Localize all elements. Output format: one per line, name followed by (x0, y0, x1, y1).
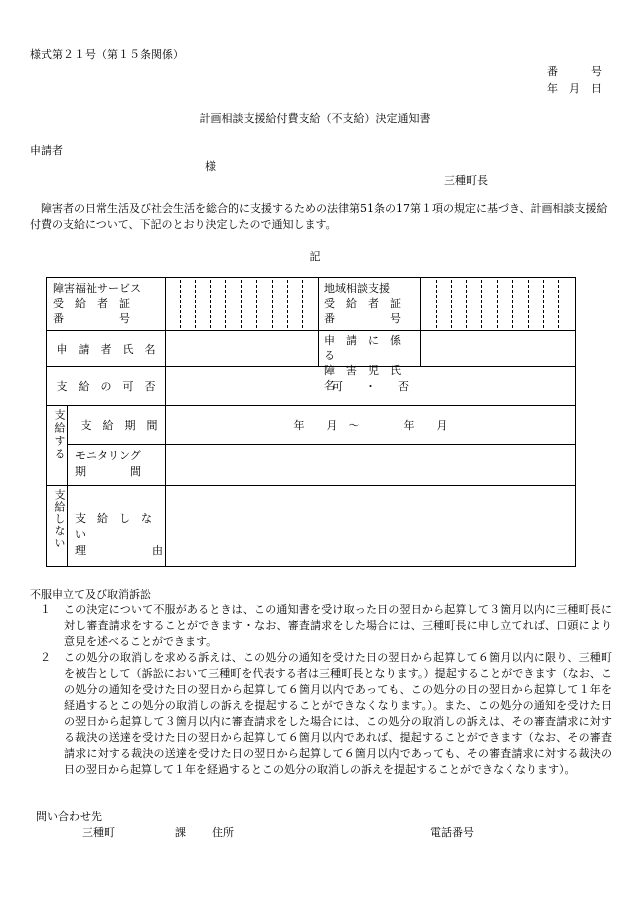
contact-town: 三種町 (82, 826, 115, 839)
document-number-label: 番 号 (547, 65, 602, 78)
nongrant-reason-label (75, 511, 163, 559)
regional-cert-line: 地域相談支援 (324, 282, 390, 295)
appeal-heading: 不服申立て及び取消訴訟 (30, 588, 151, 601)
appeal-item-2 (40, 650, 612, 778)
applicant-name-label: 申 請 者 氏 名 (56, 342, 156, 356)
ki-heading: 記 (309, 250, 321, 263)
form-number: 様式第２１号（第１５条関係） (30, 48, 184, 61)
monitoring-period-label (75, 448, 163, 480)
regional-cert-line: 番 号 (324, 312, 401, 325)
period-label: 支 給 期 間 (80, 419, 158, 432)
intro-paragraph: 障害者の日常生活及び社会生活を総合的に支援するための法律第51条の17第１項の規定に基づき、計画相談支援給付費の支給について、下記のとおり決定したので通知します。 (30, 202, 608, 231)
nongrant-reason-line: 理 由 (75, 544, 163, 557)
applicant-label: 申請者 (30, 144, 63, 157)
honorific: 様 (205, 160, 216, 173)
appeal-item-number: ２ (40, 651, 51, 664)
decision-table (46, 277, 576, 567)
service-cert-line: 番 号 (53, 312, 130, 325)
related-child-line: 障 害 児 氏 名 (324, 364, 412, 392)
issuer: 三種町長 (444, 174, 488, 187)
monitoring-line: 期 間 (75, 465, 141, 478)
service-cert-line: 障害福祉サービス (53, 282, 141, 295)
document-title: 計画相談支援給付費支給（不支給）決定通知書 (199, 112, 431, 125)
nongrant-group-label: 支給しない (53, 489, 66, 549)
contact-label: 問い合わせ先 (36, 810, 102, 823)
regional-cert-number-label (324, 281, 418, 326)
service-cert-number-label (53, 281, 161, 326)
approval-value: 可 ・ 否 (332, 380, 409, 393)
contact-section: 課 (175, 826, 186, 839)
appeal-item-text: この処分の取消しを求める訴えは、この処分の通知を受けた日の翌日から起算して６箇月以内に限り、三種町を被告として（訴訟において三種町を代表する者は三種町長となります。）提起することができます（なお、この処分の通知を受けた日の翌日から起算して６箇月以内であっても、この処分の日の翌日から起算して１年を経過するとこの処分の取消しの訴えを提起することができなくなります。）。また、この処分の通知を受けた日の翌日から起算して３箇月以内に審査請求をした場合には、この処分の取消しの訴えは、その審査請求に対する裁決の送達を受けた日の翌日から起算して６箇月以内であれば、提起することができます（なお、その審査請求に対する裁決の送達を受けた日の翌日から起算して６箇月以内であっても、その審査請求に対する裁決の日の翌日から起算して１年を経過するとこの処分の取消しの訴えを提起することができなくなります）。 (64, 651, 612, 776)
nongrant-reason-line: 支 給 し な い (75, 512, 163, 541)
period-value: 年 月 ～ 年 月 (293, 419, 448, 432)
appeal-item-text: この決定について不服があるときは、この通知書を受け取った日の翌日から起算して３箇月以内に三種町長に対し審査請求をすることができます・なお、審査請求をした場合には、三種町長に申し立てれば、口頭により意見を述べることができます。 (64, 603, 612, 648)
date-label: 年 月 日 (547, 82, 602, 95)
approval-label: 支 給 の 可 否 (56, 380, 156, 393)
monitoring-line: モニタリング (75, 449, 141, 462)
contact-phone-label: 電話番号 (430, 826, 474, 839)
appeal-item-1 (40, 602, 612, 650)
contact-address-label: 住所 (212, 826, 234, 839)
appeal-item-number: １ (40, 603, 51, 616)
grant-group-label: 支給する (53, 409, 66, 461)
service-cert-line: 受 給 者 証 (53, 297, 130, 310)
related-child-line: 申 請 に 係 る (324, 334, 412, 362)
regional-cert-line: 受 給 者 証 (324, 297, 401, 310)
